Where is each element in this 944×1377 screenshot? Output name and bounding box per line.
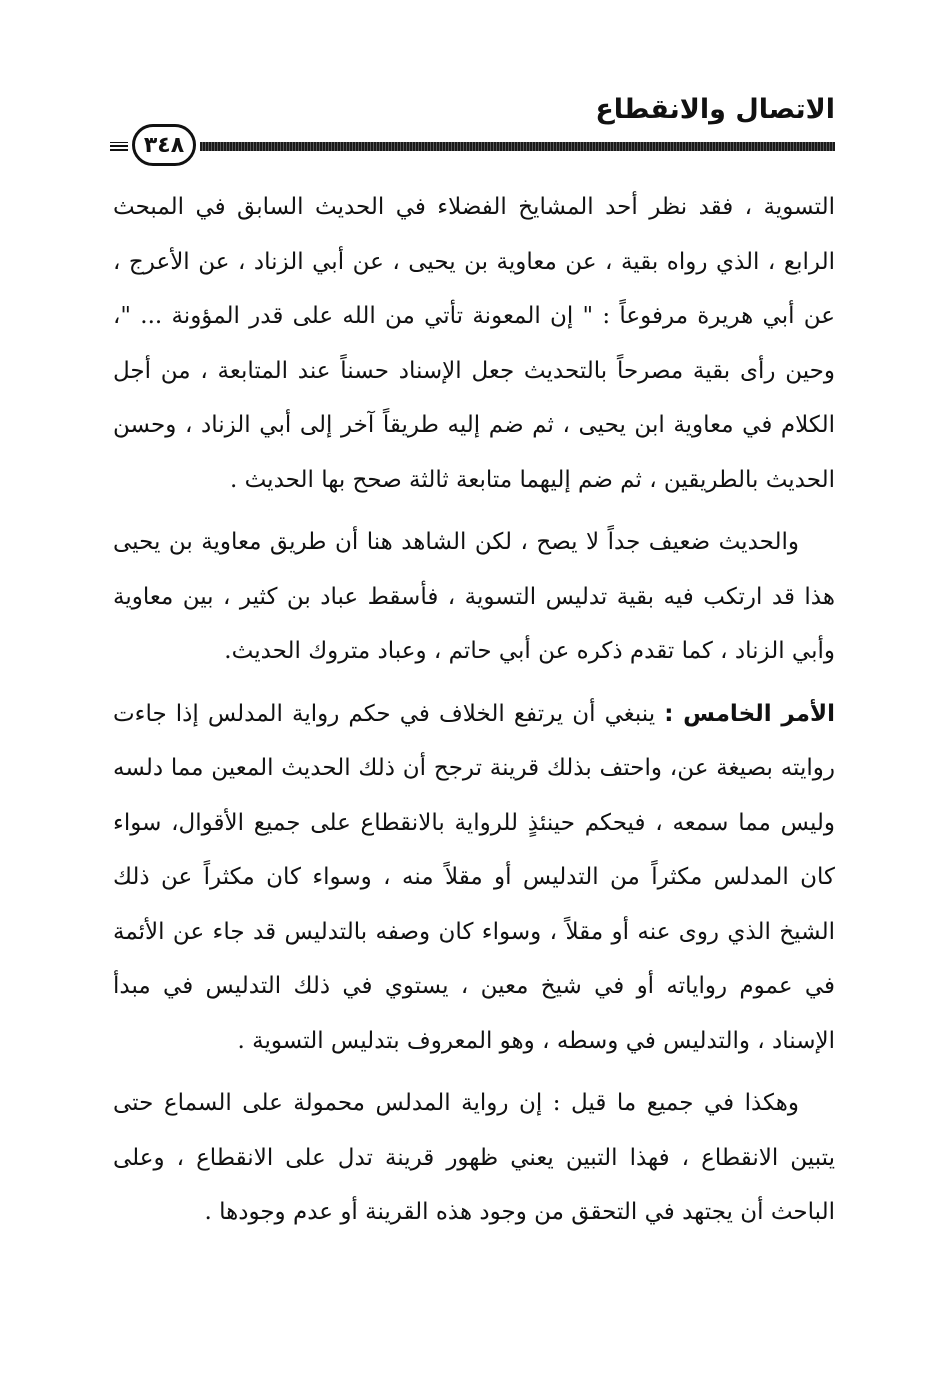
- page-number: ٣٤٨: [132, 124, 196, 166]
- paragraph-4: وهكذا في جميع ما قيل : إن رواية المدلس محمولة على السماع حتى يتبين الانقطاع ، فهذا التبين يعني ظهور قرينة تدل على الانقطاع ، وعلى الباحث أن يجتهد في التحقق من وجود هذه القرينة أو عدم وجودها .: [113, 1090, 835, 1225]
- header-rule-end-ornament: [110, 142, 128, 151]
- paragraph-1: التسوية ، فقد نظر أحد المشايخ الفضلاء في الحديث السابق في المبحث الرابع ، الذي رواه بقية ، عن معاوية بن يحيى ، عن أبي الزناد ، عن الأعرج ، عن أبي هريرة مرفوعاً : " إن المعونة تأتي من الله على قدر المؤونة ... "، وحين رأى بقية مصرحاً بالتحديث جعل الإسناد حسناً عند المتابعة ، من أجل الكلام في معاوية ابن يحيى ، ثم ضم إليه طريقاً آخر إلى أبي الزناد ، وحسن الحديث بالطريقين ، ثم ضم إليهما متابعة ثالثة صحح بها الحديث .: [113, 194, 835, 493]
- section-term: الأمر الخامس :: [664, 700, 835, 727]
- header-rule: [110, 142, 835, 151]
- paragraph-3: [113, 687, 835, 1069]
- running-header: [110, 90, 835, 170]
- paragraph-2: والحديث ضعيف جداً لا يصح ، لكن الشاهد هنا أن طريق معاوية بن يحيى هذا قد ارتكب فيه بقية تدليس التسوية ، فأسقط عباد بن كثير ، بين معاوية وأبي الزناد ، كما تقدم ذكره عن أبي حاتم ، وعباد متروك الحديث.: [113, 529, 835, 664]
- running-title: الاتصال والانقطاع: [595, 94, 835, 125]
- body-text: [113, 180, 835, 1248]
- paragraph-3-text: ينبغي أن يرتفع الخلاف في حكم رواية المدلس إذا جاءت روايته بصيغة عن، واحتف بذلك قرينة ترجح أن ذلك الحديث المعين مما دلسه وليس مما سمعه ، فيحكم حينئذٍ للرواية بالانقطاع على جميع الأقوال، سواء كان المدلس مكثراً من التدليس أو مقلاً منه ، وسواء كان مكثراً عن ذلك الشيخ الذي روى عنه أو مقلاً ، وسواء كان وصفه بالتدليس قد جاء عن الأئمة في عموم رواياته أو في شيخ معين ، يستوي في ذلك التدليس في مبدأ الإسناد ، والتدليس في وسطه ، وهو المعروف بتدليس التسوية .: [113, 700, 835, 1054]
